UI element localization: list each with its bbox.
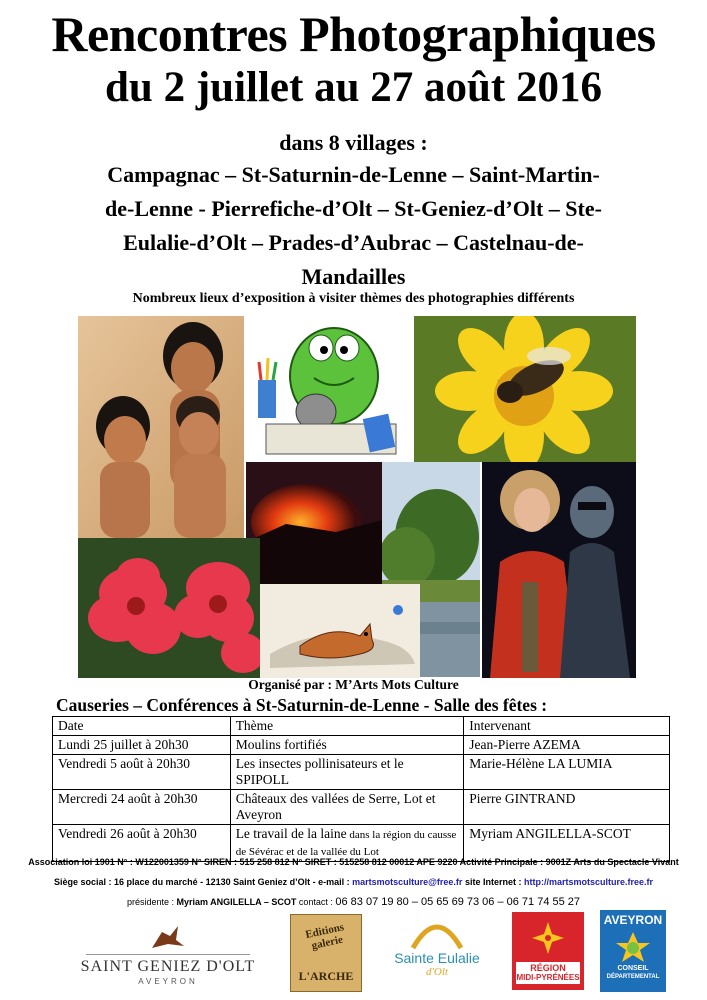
- row-theme-detail: dans la région du causse de Sévérac et de la vallée du Lot: [235, 829, 457, 858]
- photo-costumed-figures: [482, 462, 636, 678]
- villages-intro: dans 8 villages :: [279, 130, 428, 155]
- edition-bottom-text: L'ARCHE: [298, 969, 354, 983]
- logo-editions-arche: [290, 914, 362, 992]
- logo-saint-geniez: [76, 922, 260, 992]
- edition-top-text: Editions galerie: [304, 921, 346, 953]
- photo-fox-drawing: [260, 584, 420, 678]
- row-date: Lundi 25 juillet à 20h30: [53, 736, 231, 755]
- poster-title: Rencontres Photographiques: [51, 6, 656, 62]
- saint-geniez-name: SAINT GENIEZ D'OLT: [80, 958, 256, 975]
- president-name: Myriam ANGILELLA – SCOT: [176, 897, 297, 907]
- photo-children: [78, 316, 244, 538]
- row-speaker: Jean-Pierre AZEMA: [464, 736, 670, 755]
- address-text: Siège social : 16 place du marché - 12130 Saint Geniez d’Olt - e-mail :: [54, 877, 353, 887]
- header-theme: Thème: [230, 717, 464, 736]
- row-speaker: Pierre GINTRAND: [464, 790, 670, 825]
- logo-aveyron: [600, 910, 666, 992]
- contact-label: contact :: [296, 897, 336, 907]
- aveyron-sub1: CONSEIL: [617, 965, 649, 972]
- row-theme: Châteaux des vallées de Serre, Lot et Aveyron: [230, 790, 464, 825]
- photo-bee-flower: [414, 316, 636, 462]
- table-row: [53, 755, 670, 790]
- row-date: Vendredi 5 août à 20h30: [53, 755, 231, 790]
- table-header-row: [53, 717, 670, 736]
- row-theme: Moulins fortifiés: [230, 736, 464, 755]
- eagle-icon: [148, 922, 188, 952]
- aveyron-sub2: DÉPARTEMENTAL: [606, 974, 660, 980]
- region-line1: RÉGION: [530, 963, 566, 973]
- poster-dates: du 2 juillet au 27 août 2016: [105, 64, 602, 111]
- email-link[interactable]: martsmotsculture@free.fr: [352, 877, 463, 887]
- region-line2: MIDI-PYRÉNÉES: [516, 973, 580, 982]
- row-date: Vendredi 26 août à 20h30: [53, 825, 231, 862]
- saint-geniez-sub: AVEYRON: [138, 977, 198, 986]
- table-row: [53, 790, 670, 825]
- contact-line: [0, 876, 707, 888]
- row-theme-main: Le travail de la laine: [235, 826, 347, 841]
- photo-red-flowers: [78, 538, 260, 678]
- president-line: [0, 896, 707, 908]
- eulalie-name: Sainte Eulalie: [394, 950, 480, 966]
- organiser-line: Organisé par : M’Arts Mots Culture: [248, 677, 459, 692]
- talks-table: [52, 716, 670, 862]
- header-date: Date: [53, 717, 231, 736]
- photo-volcano: [246, 462, 382, 584]
- phone-numbers: 06 83 07 19 80 – 05 65 69 73 06 – 06 71 74 55 27: [335, 896, 581, 908]
- eulalie-sub: d'Olt: [426, 966, 448, 978]
- website-link[interactable]: http://martsmotsculture.free.fr: [523, 877, 653, 887]
- exposition-line: Nombreux lieux d’exposition à visiter thèmes des photographies différents: [132, 291, 575, 306]
- photo-cartoon-frog: [246, 316, 412, 462]
- aveyron-title: AVEYRON: [603, 913, 663, 927]
- causeries-title: Causeries – Conférences à St-Saturnin-de-Lenne - Salle des fêtes :: [56, 695, 548, 715]
- logo-sainte-eulalie: [382, 914, 492, 990]
- star-icon: [613, 930, 653, 964]
- association-info: Association loi 1901 N° : W122001359 N° SIREN : 515 258 812 N° SIRET : 515258 812 00012 APE 9220 Activité Principale : 9001Z Arts du Spectacle Vivant: [28, 857, 679, 867]
- president-label: présidente :: [126, 897, 177, 907]
- logo-region-midi-pyrenees: [512, 912, 584, 990]
- arch-icon: [407, 914, 467, 950]
- header-speaker: Intervenant: [464, 717, 670, 736]
- row-date: Mercredi 24 août à 20h30: [53, 790, 231, 825]
- website-label: site Internet :: [462, 877, 524, 887]
- row-theme: Les insectes pollinisateurs et le SPIPOLL: [230, 755, 464, 790]
- table-row: [53, 736, 670, 755]
- occitan-cross-icon: [528, 918, 568, 958]
- row-speaker: Myriam ANGILELLA-SCOT: [464, 825, 670, 862]
- row-speaker: Marie-Hélène LA LUMIA: [464, 755, 670, 790]
- villages-list: Campagnac – St-Saturnin-de-Lenne – Saint-Martin-de-Lenne - Pierrefiche-d’Olt – St-Geniez-d’Olt – Ste-Eulalie-d’Olt – Prades-d’Aubrac – Castelnau-de-Mandailles: [105, 162, 602, 289]
